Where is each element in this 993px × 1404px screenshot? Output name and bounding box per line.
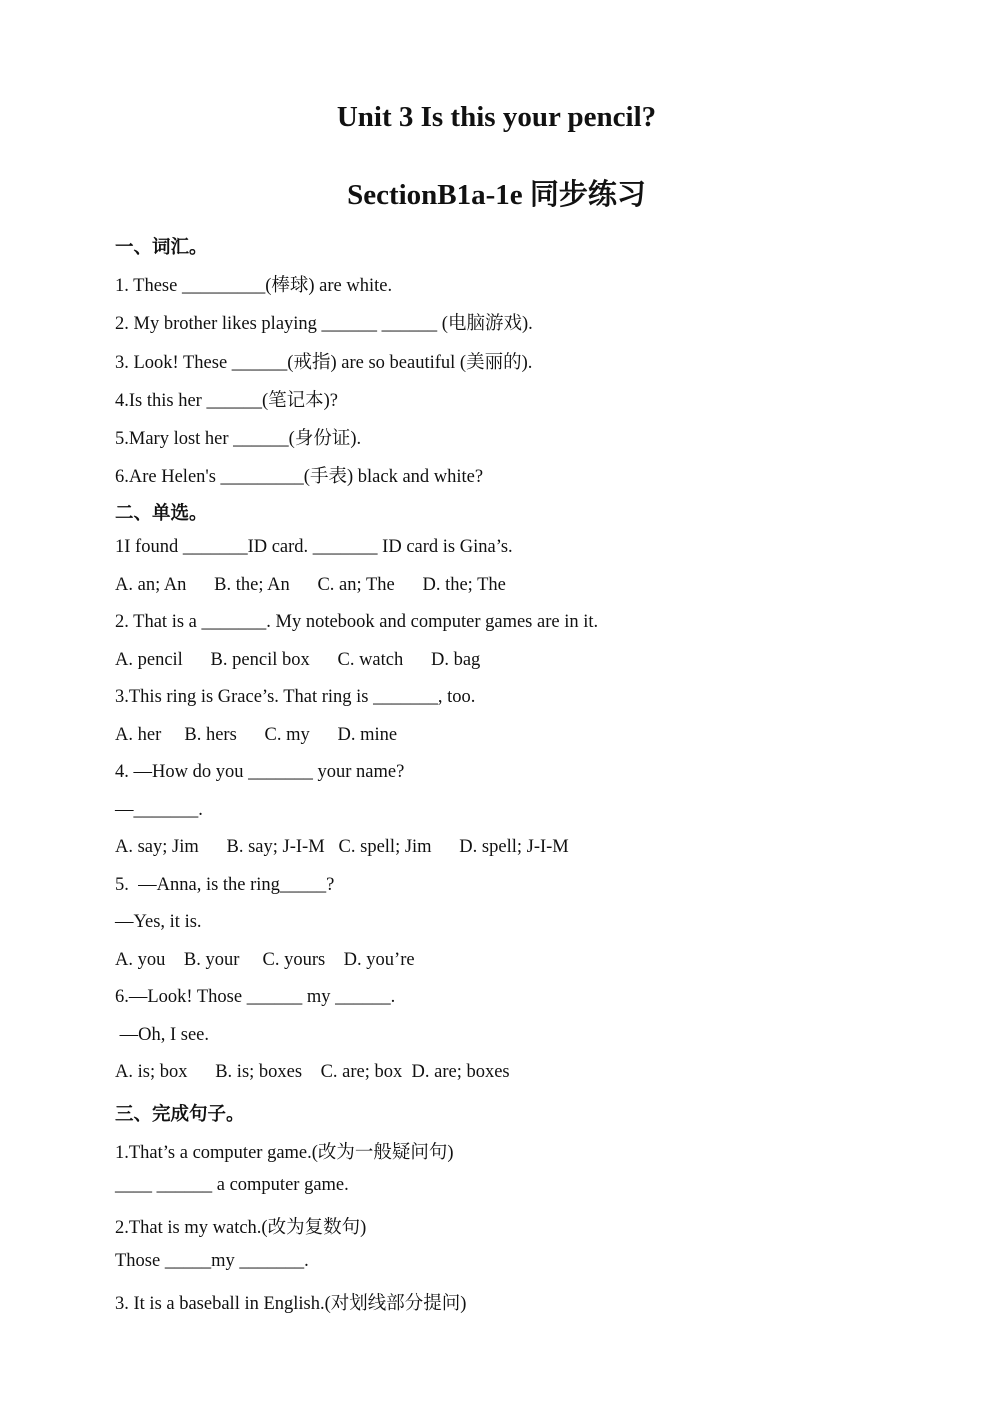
- section-heading-multiple-choice: 二、单选。: [115, 504, 208, 524]
- vocab-question-1: 1. These _________(棒球) are white.: [115, 276, 393, 296]
- mc-options-3: A. her B. hers C. my D. mine: [115, 725, 398, 745]
- mc-question-4: 4. —How do you _______ your name?: [115, 762, 405, 782]
- mc-options-4: A. say; Jim B. say; J-I-M C. spell; Jim D. spell; J-I-M: [115, 837, 569, 857]
- section-heading-sentences: 三、完成句子。: [115, 1105, 245, 1125]
- sentence-question-2: 2.That is my watch.(改为复数句): [115, 1218, 367, 1238]
- sentence-answer-1: ____ ______ a computer game.: [115, 1175, 349, 1195]
- page-subtitle: SectionB1a-1e 同步练习: [347, 179, 646, 211]
- mc-question-3: 3.This ring is Grace’s. That ring is _______, too.: [115, 687, 476, 707]
- section-heading-vocabulary: 一、词汇。: [115, 238, 208, 258]
- page-title: Unit 3 Is this your pencil?: [336, 101, 657, 133]
- vocab-question-6: 6.Are Helen's _________(手表) black and white?: [115, 467, 484, 487]
- sentence-question-3: 3. It is a baseball in English.(对划线部分提问): [115, 1294, 467, 1314]
- vocab-question-4: 4.Is this her ______(笔记本)?: [115, 391, 338, 411]
- vocab-question-5: 5.Mary lost her ______(身份证).: [115, 429, 362, 449]
- mc-options-6: A. is; box B. is; boxes C. are; box D. are; boxes: [115, 1062, 510, 1082]
- mc-question-4-reply: —_______.: [115, 800, 203, 820]
- mc-question-2: 2. That is a _______. My notebook and computer games are in it.: [115, 612, 599, 632]
- mc-question-6: 6.—Look! Those ______ my ______.: [115, 987, 396, 1007]
- mc-question-5-reply: —Yes, it is.: [115, 912, 202, 932]
- mc-question-5: 5. —Anna, is the ring_____?: [115, 875, 335, 895]
- mc-options-2: A. pencil B. pencil box C. watch D. bag: [115, 650, 481, 670]
- sentence-answer-2: Those _____my _______.: [115, 1251, 309, 1271]
- mc-question-6-reply: —Oh, I see.: [115, 1025, 210, 1045]
- vocab-question-3: 3. Look! These ______(戒指) are so beautiful (美丽的).: [115, 353, 533, 373]
- vocab-question-2: 2. My brother likes playing ______ ______ (电脑游戏).: [115, 314, 533, 334]
- sentence-question-1: 1.That’s a computer game.(改为一般疑问句): [115, 1143, 454, 1163]
- mc-options-5: A. you B. your C. yours D. you’re: [115, 950, 415, 970]
- mc-question-1: 1I found _______ID card. _______ ID card is Gina’s.: [115, 537, 513, 557]
- mc-options-1: A. an; An B. the; An C. an; The D. the; The: [115, 575, 506, 595]
